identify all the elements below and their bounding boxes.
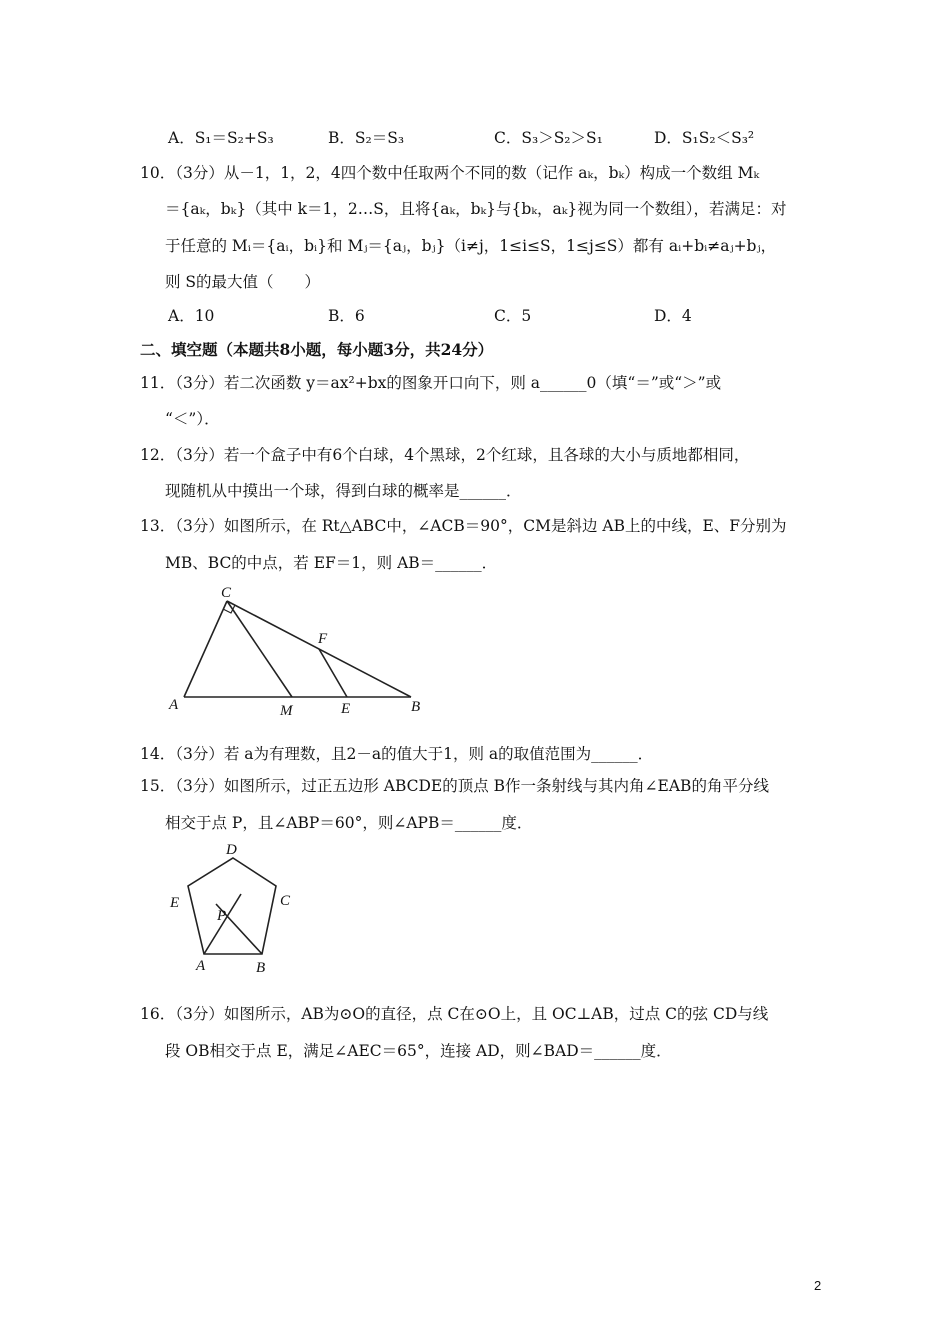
q9-option-d: D．S₁S₂＜S₃² <box>654 129 755 147</box>
q10-line-3: 于任意的 Mᵢ＝{aᵢ，bᵢ}和 Mⱼ＝{aⱼ，bⱼ}（i≠j，1≤i≤S，1≤j≤S）都有 aᵢ+bᵢ≠aⱼ+bⱼ， <box>165 237 777 255</box>
q16-line-1: 16．（3分）如图所示，AB为⊙O的直径，点 C在⊙O上，且 OC⊥AB，过点 C的弦 CD与线 <box>140 1005 769 1023</box>
label-a: A <box>169 697 179 713</box>
pentagon-figure <box>160 840 310 980</box>
label-f: F <box>318 631 328 647</box>
q11-line-1: 11．（3分）若二次函数 y＝ax²+bx的图象开口向下，则 a______0（填“＝”或“＞”或 <box>140 374 722 392</box>
label-p: P <box>217 908 227 924</box>
label-a: A <box>196 958 206 974</box>
section-heading: 二、填空题（本题共8小题，每小题3分，共24分） <box>140 340 494 359</box>
q11-line-2: “＜”）． <box>165 410 220 428</box>
q15-line-1: 15．（3分）如图所示，过正五边形 ABCDE的顶点 B作一条射线与其内角∠EAB的角平分线 <box>140 777 769 795</box>
q10-option-c: C．5 <box>494 307 532 325</box>
label-e: E <box>170 895 180 911</box>
q10-option-b: B．6 <box>328 307 365 325</box>
q14-line-1: 14．（3分）若 a为有理数，且2－a的值大于1，则 a的取值范围为______． <box>140 745 654 763</box>
q9-option-c: C．S₃＞S₂＞S₁ <box>494 129 603 147</box>
segment-cm <box>227 601 292 697</box>
label-b: B <box>411 699 421 715</box>
q13-line-1: 13．（3分）如图所示，在 Rt△ABC中，∠ACB＝90°，CM是斜边 AB上的中线，E、F分别为 <box>140 517 787 535</box>
q10-option-d: D．4 <box>654 307 692 325</box>
q12-line-1: 12．（3分）若一个盒子中有6个白球，4个黑球，2个红球，且各球的大小与质地都相同， <box>140 446 750 464</box>
q12-line-2: 现随机从中摸出一个球，得到白球的概率是______． <box>165 482 522 500</box>
label-m: M <box>280 703 293 719</box>
q15-line-2: 相交于点 P，且∠ABP＝60°，则∠APB＝______度． <box>165 814 533 832</box>
q13-line-2: MB、BC的中点，若 EF＝1，则 AB＝______． <box>165 554 498 572</box>
q10-line-2: ＝{aₖ，bₖ}（其中 k＝1，2…S，且将{aₖ，bₖ}与{bₖ，aₖ}视为同一个数组），若满足：对 <box>165 200 787 218</box>
q10-option-a: A．10 <box>168 307 215 325</box>
label-c: C <box>221 585 232 601</box>
label-c: C <box>280 893 291 909</box>
segment-ac <box>184 601 227 697</box>
q16-line-2: 段 OB相交于点 E，满足∠AEC＝65°，连接 AD，则∠BAD＝______度． <box>165 1042 672 1060</box>
pentagon-abcde <box>188 858 276 954</box>
q10-line-4: 则 S的最大值（ ） <box>165 273 321 291</box>
q9-option-b: B．S₂＝S₃ <box>328 129 405 147</box>
triangle-figure <box>160 580 440 720</box>
page-number: 2 <box>814 1278 822 1293</box>
label-d: D <box>226 842 237 858</box>
label-b: B <box>256 960 266 976</box>
q9-option-a: A．S₁＝S₂+S₃ <box>168 129 274 147</box>
q10-line-1: 10．（3分）从－1，1，2，4四个数中任取两个不同的数（记作 aₖ，bₖ）构成一个数组 Mₖ <box>140 164 760 182</box>
label-e: E <box>341 701 351 717</box>
